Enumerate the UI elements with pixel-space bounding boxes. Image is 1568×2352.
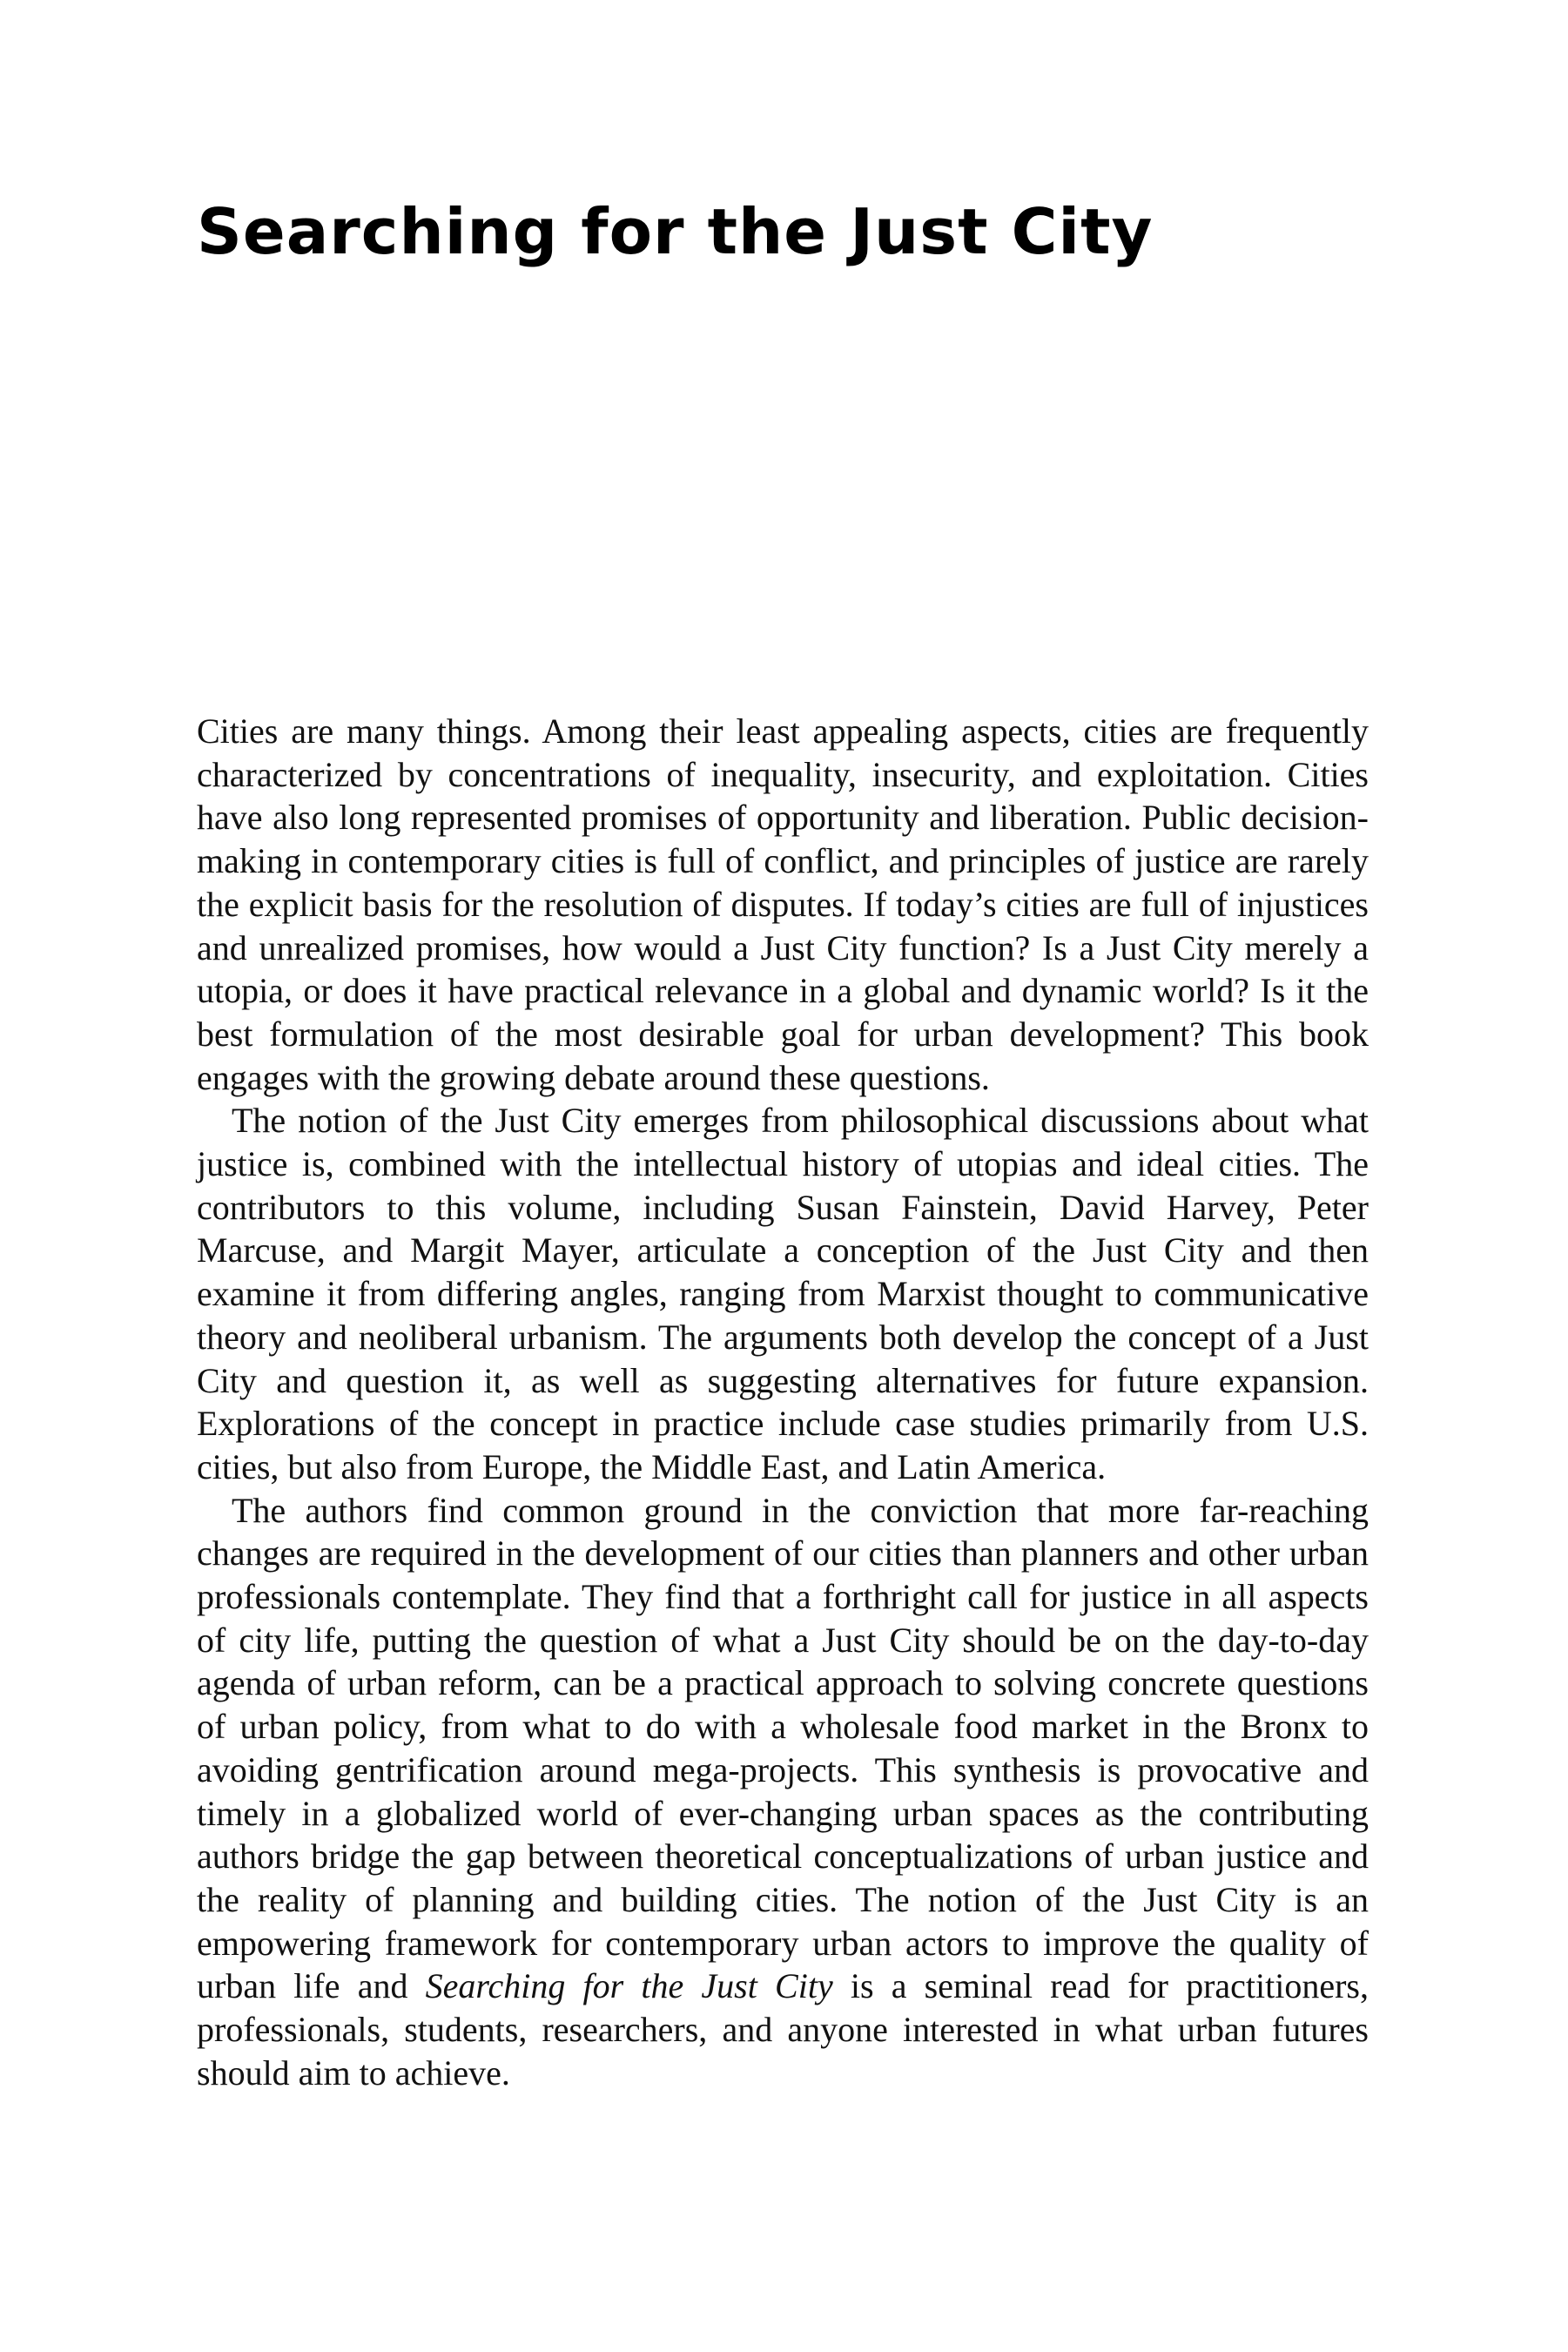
paragraph-3 [197, 1489, 1369, 2095]
paragraph-3-text-end: is a seminal read for practitioners, professionals, students, researchers, and anyone interested in what urban futures should aim to achieve. [197, 1966, 1369, 2093]
paragraph-3-text: The authors find common ground in the conviction that more far-reaching changes are required in the development of our cities than planners and other urban professionals contemplate. They find that a forthright call for justice in all aspects of city life, putting the question of what a Just City should be on the day-to-day agenda of urban reform, can be a practical approach to solving concrete questions of urban policy, from what to do with a wholesale food market in the Bronx to avoiding gentrification around mega-projects. This synthesis is provocative and timely in a globalized world of ever-changing urban spaces as the contributing authors bridge the gap between theoretical conceptualizations of urban justice and the reality of planning and building cities. The notion of the Just City is an empowering framework for contemporary urban actors to improve the quality of urban life and [197, 1490, 1369, 2006]
blurb-text [197, 710, 1369, 2095]
book-title-italic: Searching for the Just City [425, 1966, 833, 2006]
book-title: Searching for the Just City [197, 195, 1154, 268]
paragraph-1: Cities are many things. Among their least appealing aspects, cities are frequently characterized by concentrations of inequality, insecurity, and exploitation. Cities have also long represented promises of opportunity and liberation. Public decision-making in contemporary cities is full of conflict, and principles of justice are rarely the explicit basis for the resolution of disputes. If today’s cities are full of injustices and unrealized promises, how would a Just City function? Is a Just City merely a utopia, or does it have practical relevance in a global and dynamic world? Is it the best formulation of the most desirable goal for urban development? This book engages with the growing debate around these questions. [197, 711, 1369, 1097]
paragraph-2: The notion of the Just City emerges from philosophical discussions about what justice is, combined with the intellectual history of utopias and ideal cities. The contributors to this volume, including Susan Fainstein, David Harvey, Peter Marcuse, and Margit Mayer, articulate a conception of the Just City and then examine it from differing angles, ranging from Marxist thought to communicative theory and neoliberal urbanism. The arguments both develop the concept of a Just City and question it, as well as suggesting alternatives for future expansion. Explorations of the concept in practice include case studies primarily from U.S. cities, but also from Europe, the Middle East, and Latin America. [197, 1101, 1369, 1486]
